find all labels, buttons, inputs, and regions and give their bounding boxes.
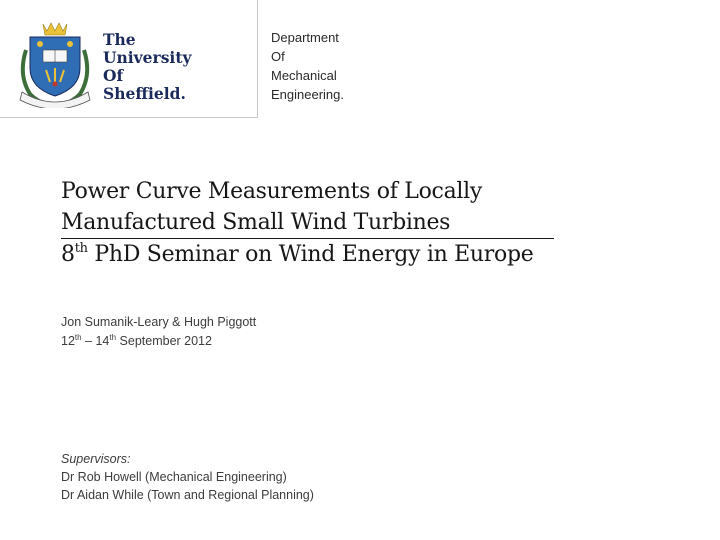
university-name-line: Sheffield.	[103, 84, 186, 103]
university-name-line: The	[103, 30, 136, 49]
supervisors-block	[61, 450, 314, 504]
department-line: Engineering.	[271, 87, 344, 102]
seminar-dates	[61, 332, 256, 351]
presentation-title	[61, 176, 641, 270]
university-name-line: University	[103, 48, 192, 67]
start-day: 12	[61, 334, 75, 348]
department-line: Department	[271, 30, 339, 45]
start-day-ordinal: th	[74, 333, 82, 342]
university-name-line: Of	[103, 66, 124, 85]
supervisor-name: Dr Rob Howell (Mechanical Engineering)	[61, 470, 287, 484]
end-day: 14	[95, 334, 110, 348]
university-crest-icon	[16, 20, 94, 108]
seminar-ordinal: th	[74, 241, 88, 256]
title-line-1: Power Curve Measurements of Locally	[61, 179, 482, 204]
supervisors-label: Supervisors:	[61, 452, 131, 466]
seminar-number: 8	[61, 242, 75, 267]
department-line: Of	[271, 49, 285, 64]
seminar-name: PhD Seminar on Wind Energy in Europe	[87, 242, 534, 267]
authors-block	[61, 313, 256, 351]
date-separator: –	[81, 334, 96, 348]
department-line: Mechanical	[271, 68, 337, 83]
authors: Jon Sumanik-Leary & Hugh Piggott	[61, 315, 257, 329]
title-line-2: Manufactured Small Wind Turbines	[61, 207, 554, 239]
university-name	[103, 31, 192, 103]
title-line-3	[61, 239, 641, 270]
end-day-ordinal: th	[109, 333, 117, 342]
month-year: September 2012	[116, 334, 212, 348]
university-logo-box	[0, 0, 258, 118]
department-name	[271, 28, 344, 104]
supervisor-name: Dr Aidan While (Town and Regional Planning)	[61, 488, 314, 502]
